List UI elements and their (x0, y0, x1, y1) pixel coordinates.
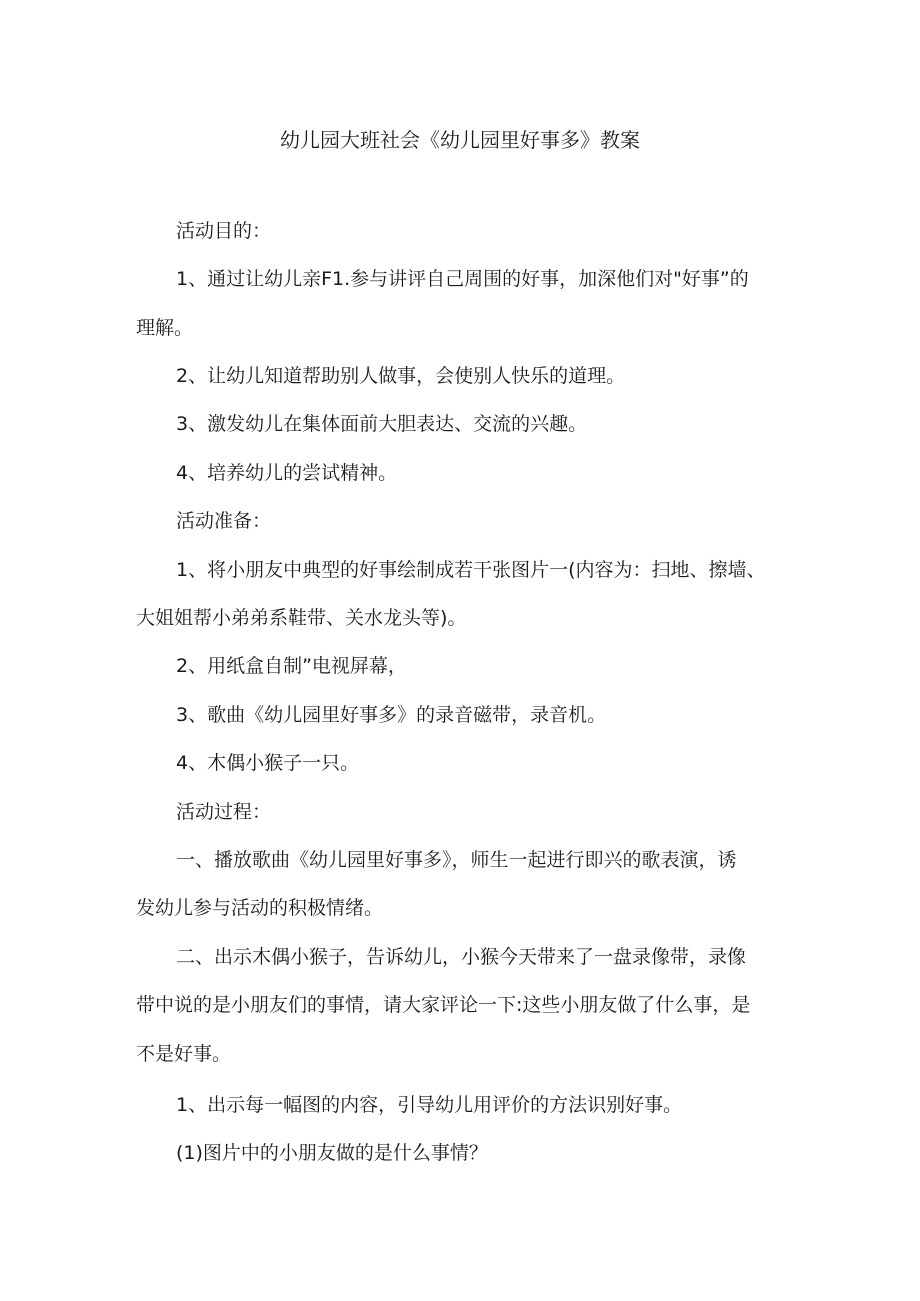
paragraph-line: 4、木偶小猴子一只。 (176, 752, 360, 774)
paragraph-line: 带中说的是小朋友们的事情，请大家评论一下:这些小朋友做了什么事，是 (136, 994, 751, 1016)
paragraph-line: 1、将小朋友中典型的好事绘制成若干张图片一(内容为：扫地、擦墙、 (176, 559, 766, 581)
paragraph-line: 1、通过让幼儿亲F1.参与讲评自己周围的好事，加深他们对"好事”的 (176, 268, 749, 290)
paragraph-line: 二、出示木偶小猴子，告诉幼儿，小猴今天带来了一盘录像带，录像 (176, 946, 747, 968)
paragraph-line: 2、用纸盒自制”电视屏幕， (176, 655, 407, 677)
paragraph-line: 发幼儿参与活动的积极情绪。 (136, 897, 384, 919)
paragraph-line: 2、让幼儿知道帮助别人做事，会使别人快乐的道理。 (176, 365, 626, 387)
paragraph-line: 不是好事。 (136, 1043, 232, 1065)
paragraph-line: 1、出示每一幅图的内容，引导幼儿用评价的方法识别好事。 (176, 1094, 683, 1116)
document-title: 幼儿园大班社会《幼儿园里好事多》教案 (280, 128, 640, 152)
paragraph-line: 4、培养幼儿的尝试精神。 (176, 462, 398, 484)
paragraph-line: 3、激发幼儿在集体面前大胆表达、交流的兴趣。 (176, 413, 588, 435)
paragraph-line: 大姐姐帮小弟弟系鞋带、关水龙头等)。 (136, 607, 467, 629)
paragraph-line: 一、播放歌曲《幼儿园里好事多》，师生一起进行即兴的歌表演，诱 (176, 849, 737, 871)
paragraph-line: 理解。 (136, 317, 194, 339)
section-heading-objectives: 活动目的： (176, 220, 272, 242)
section-heading-preparation: 活动准备： (176, 510, 272, 532)
paragraph-line: 3、歌曲《幼儿园里好事多》的录音磁带，录音机。 (176, 704, 607, 726)
section-heading-process: 活动过程： (176, 801, 272, 823)
paragraph-line: (1)图片中的小朋友做的是什么事情？ (176, 1142, 488, 1164)
